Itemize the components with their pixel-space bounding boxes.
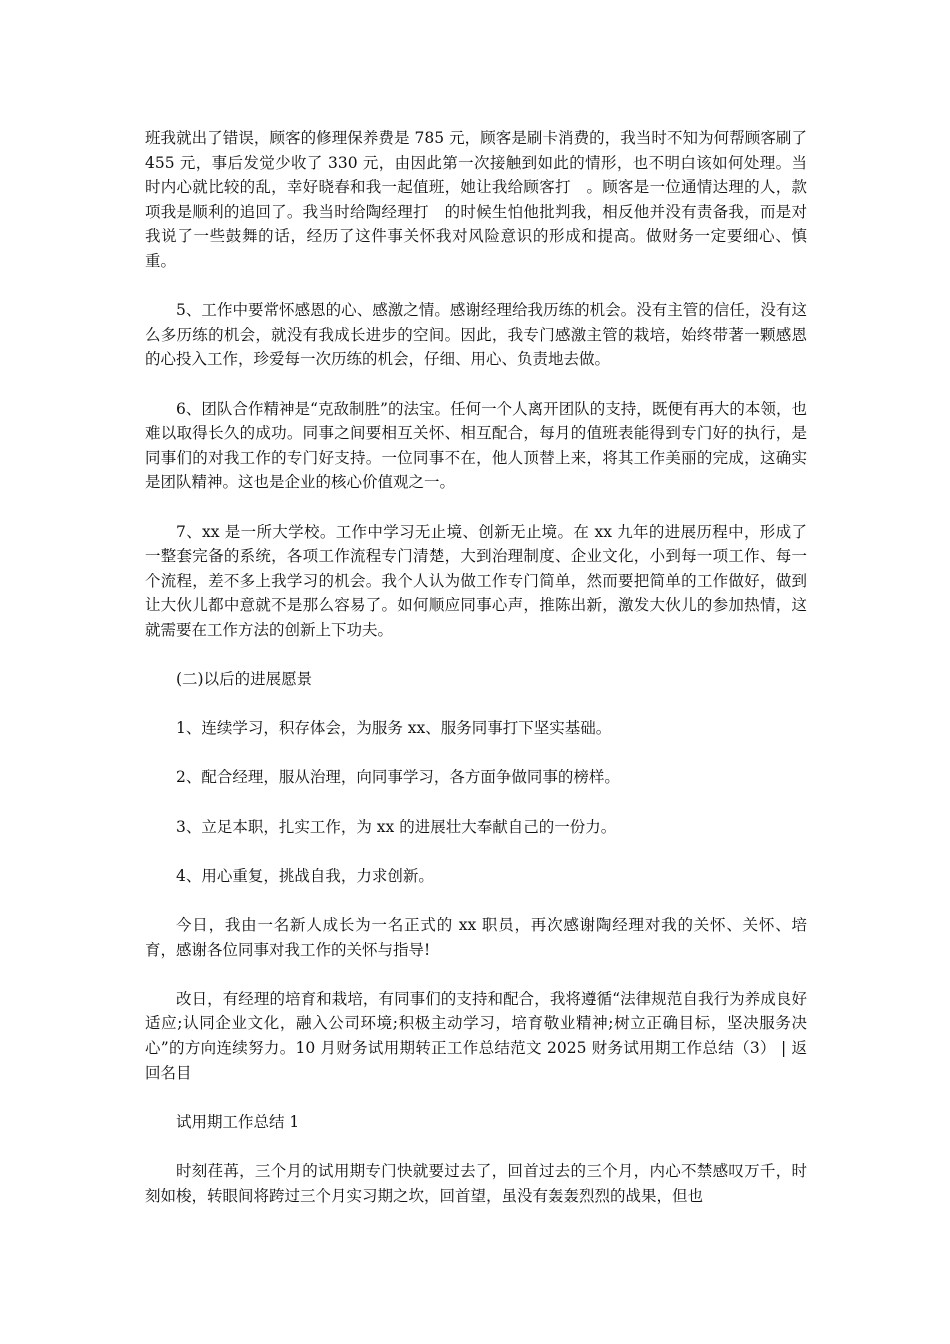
vision-item-3: 3、立足本职，扎实工作，为 xx 的进展壮大奉献自己的一份力。 [176,817,617,836]
paragraph-future-commitment: 改日，有经理的培育和栽培，有同事们的支持和配合，我将遵循“法律规范自我行为养成良好适应;认同企业文化，融入公司环境;积极主动学习，培育敬业精神;树立正确目标，坚决服务决心”的方向连续努力。10 月财务试用期转正工作总结范文 2025 财务试用期工作总结（3） | 返回名目 [145,989,807,1082]
document-body [145,126,807,1208]
paragraph-learning: 7、xx 是一所大学校。工作中学习无止境、创新无止境。在 xx 九年的进展历程中，形成了一整套完备的系统，各项工作流程专门清楚，大到治理制度、企业文化，小到每一项工作、每一个流程，差不多上我学习的机会。我个人认为做工作专门简单，然而要把简单的工作做好，做到让大伙儿都中意就不是那么容易了。如何顺应同事心声，推陈出新，激发大伙儿的参加热情，这就需要在工作方法的创新上下功夫。 [145,522,807,639]
paragraph-gratitude: 5、工作中要常怀感恩的心、感激之情。感谢经理给我历练的机会。没有主管的信任，没有这么多历练的机会，就没有我成长进步的空间。因此，我专门感激主管的栽培，始终带著一颗感恩的心投入工作，珍爱每一次历练的机会，仔细、用心、负责地去做。 [145,301,807,369]
section-heading-probation-summary-1: 试用期工作总结 1 [176,1112,300,1131]
paragraph-financial-error: 班我就出了错误，顾客的修理保养费是 785 元，顾客是刷卡消费的，我当时不知为何帮顾客刷了 455 元，事后发觉少收了 330 元，由因此第一次接触到如此的情形，也不明白该如何处理。当时内心就比较的乱，幸好晓春和我一起值班，她让我给顾客打 。顾客是一位通情达理的人，款项我是顺利的追回了。我当时给陶经理打 的时候生怕他批判我，相反他并没有责备我，而是对我说了一些鼓舞的话，经历了这件事关怀我对风险意识的形成和提高。做财务一定要细心、慎重。 [145,129,807,270]
vision-item-4: 4、用心重复，挑战自我，力求创新。 [176,866,434,885]
vision-item-1: 1、连续学习，积存体会，为服务 xx、服务同事打下坚实基础。 [176,719,612,738]
section-heading-future-vision: (二)以后的进展愿景 [176,670,313,689]
paragraph-probation-intro: 时刻荏苒，三个月的试用期专门快就要过去了，回首过去的三个月，内心不禁感叹万千，时刻如梭，转眼间将跨过三个月实习期之坎，回首望，虽没有轰轰烈烈的战果，但也 [145,1161,807,1205]
paragraph-thanks: 今日，我由一名新人成长为一名正式的 xx 职员，再次感谢陶经理对我的关怀、关怀、培育，感谢各位同事对我工作的关怀与指导! [145,916,807,959]
paragraph-teamwork: 6、团队合作精神是“克敌制胜”的法宝。任何一个人离开团队的支持，既便有再大的本领，也难以取得长久的成功。同事之间要相互关怀、相互配合，每月的值班表能得到专门好的执行，是同事们的对我工作的专门好支持。一位同事不在，他人顶替上来，将其工作美丽的完成，这确实是团队精神。这也是企业的核心价值观之一。 [145,399,807,492]
vision-item-2: 2、配合经理，服从治理，向同事学习，各方面争做同事的榜样。 [176,768,620,787]
